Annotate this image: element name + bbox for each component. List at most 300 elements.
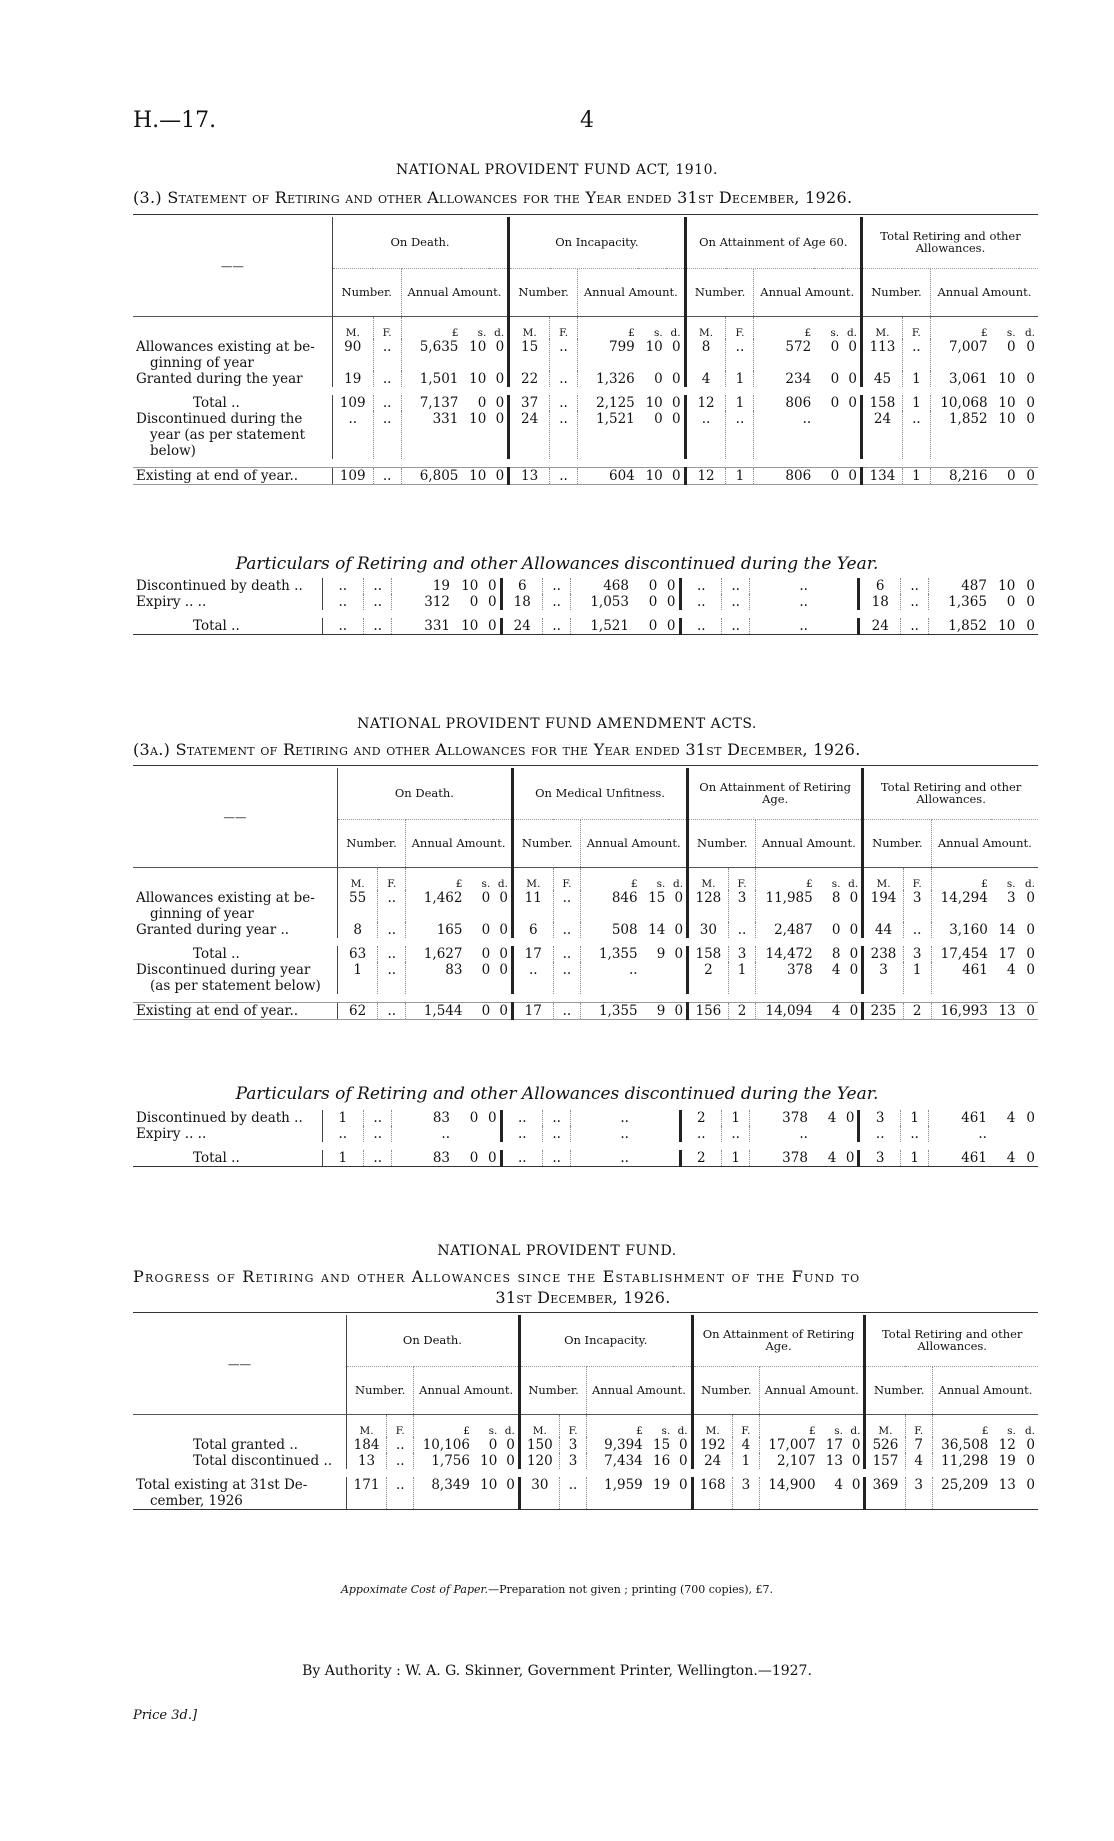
row1-f: ..	[721, 1126, 749, 1142]
row2-shillings: 10	[645, 395, 663, 411]
gap	[133, 387, 1038, 395]
row2-pence: 0	[487, 1150, 497, 1166]
row2-pounds: 806	[754, 395, 814, 411]
row0-pence: 0	[1026, 578, 1035, 594]
row2-pounds: 8,349	[414, 1477, 473, 1510]
pound-header: £	[932, 1415, 991, 1438]
row1-f: ..	[543, 1126, 571, 1142]
row0-pounds: 9,394	[587, 1437, 646, 1453]
row1-pounds: 2,107	[760, 1453, 819, 1469]
row0-m: 3	[859, 1110, 900, 1126]
row0-pence: 0	[499, 890, 508, 906]
row0-shillings: 0	[830, 339, 840, 355]
row2-pounds: 1,355	[581, 946, 641, 962]
row0-pounds: 10,106	[414, 1437, 473, 1453]
row0-f: ..	[902, 339, 930, 371]
table-row	[133, 411, 1038, 459]
row0-pounds: 487	[929, 578, 990, 594]
row0-f: ..	[378, 890, 406, 922]
group-header: Total Retiring and other Allowances.	[862, 217, 1038, 269]
row2-f: ..	[550, 395, 578, 411]
row0-pence: 0	[495, 339, 505, 355]
row4-f: ..	[373, 467, 401, 484]
row0-f: 1	[900, 1110, 928, 1126]
row1-pounds: 234	[754, 371, 814, 387]
row1-shillings: 0	[648, 594, 658, 610]
row2-pence: 0	[845, 1150, 855, 1166]
row2-f: 3	[903, 946, 931, 962]
row2-pence	[839, 618, 859, 635]
row3-shillings: 0	[481, 962, 491, 978]
row3-m: ..	[512, 962, 553, 994]
row1-pence	[1018, 1126, 1038, 1142]
row-label	[133, 1477, 347, 1510]
row0-m: 2	[680, 1110, 721, 1126]
row-label	[133, 594, 322, 610]
row-label-continuation: ginning of year	[150, 355, 254, 371]
row0-pounds: 461	[929, 1110, 990, 1126]
row2-pence: 0	[499, 946, 508, 962]
row1-m: 44	[863, 922, 904, 938]
row4-m: 62	[337, 1002, 378, 1019]
row2-f: ..	[543, 618, 571, 635]
row4-m: 134	[862, 467, 903, 484]
row1-pounds: ..	[929, 1126, 990, 1142]
dash-stub: ——	[133, 217, 332, 317]
row4-pounds: 806	[754, 467, 814, 484]
row-label-continuation: ginning of year	[150, 906, 254, 922]
row0-shillings: 12	[998, 1437, 1016, 1453]
row-label-text: Existing at end of year..	[136, 467, 299, 484]
row0-m: 150	[519, 1437, 559, 1453]
row2-pence: 0	[666, 618, 676, 634]
male-header: M.	[862, 317, 903, 340]
row-label	[133, 1002, 337, 1019]
pound-header: £	[930, 317, 990, 340]
male-header: M.	[332, 317, 373, 340]
row1-shillings: 10	[469, 371, 487, 387]
particulars-table-2	[133, 1110, 1038, 1169]
row0-pence: 0	[679, 1437, 688, 1453]
row3-pounds: 1,521	[578, 411, 638, 459]
shilling-header: s.	[481, 878, 491, 890]
statement-table-2	[133, 765, 1038, 1020]
stub	[133, 317, 332, 340]
row4-m: 235	[863, 1002, 904, 1019]
row1-pence: 0	[495, 371, 505, 387]
row2-m: 24	[501, 618, 542, 635]
row2-f: 3	[732, 1477, 759, 1510]
row4-f: 1	[902, 467, 930, 484]
row1-shillings: 0	[469, 594, 479, 610]
male-header: M.	[519, 1415, 559, 1438]
dash-stub: ——	[133, 768, 337, 868]
row2-pounds: 14,472	[756, 946, 816, 962]
row3-pounds: ..	[581, 962, 641, 994]
row1-pence: 0	[851, 1453, 861, 1469]
row2-pounds: 1,521	[571, 618, 632, 635]
row1-pounds: ..	[750, 594, 811, 610]
row2-f: ..	[559, 1477, 586, 1510]
pence-header: d.	[846, 327, 858, 339]
row4-pence: 0	[489, 467, 508, 484]
number-header: Number.	[347, 1367, 414, 1415]
annual-amount-header: Annual Amount.	[932, 1367, 1038, 1415]
row1-pounds: 508	[581, 922, 641, 938]
row0-pounds: 468	[571, 578, 632, 594]
row0-shillings: 0	[469, 1110, 479, 1126]
row-label-continuation: below)	[150, 443, 196, 459]
row4-shillings: 0	[465, 1002, 493, 1019]
pound-header: £	[931, 868, 991, 891]
pence-header: d.	[1024, 1425, 1035, 1437]
row2-pence: 0	[849, 946, 859, 962]
row1-shillings	[453, 1126, 481, 1142]
row0-pence	[660, 1110, 680, 1126]
act-title-3: NATIONAL PROVIDENT FUND.	[437, 1243, 677, 1259]
row2-pounds: 1,627	[406, 946, 466, 962]
row1-f: ..	[900, 1126, 928, 1142]
row0-pounds: ..	[750, 578, 811, 594]
row3-m: 3	[863, 962, 904, 994]
row3-pence	[842, 411, 861, 459]
statement-title-2: (3a.) Statement of Retiring and other Allowances for the Year ended 31st December, 1926.	[133, 740, 861, 759]
row0-pounds: 7,007	[930, 339, 990, 371]
row0-f: ..	[364, 1110, 392, 1126]
table-row	[133, 339, 1038, 371]
row1-shillings: 0	[830, 371, 840, 387]
row1-pence	[481, 1126, 501, 1142]
group-header: On Attainment of Age 60.	[685, 217, 861, 269]
cost-label: Appoximate Cost of Paper.	[340, 1583, 489, 1596]
row0-shillings: 10	[998, 578, 1016, 594]
row-label-text: Total existing at 31st De-	[136, 1477, 308, 1493]
female-header: F.	[553, 868, 581, 891]
row1-m: 157	[865, 1453, 905, 1469]
number-header: Number.	[862, 269, 931, 317]
male-header: M.	[685, 317, 726, 340]
row-label-text: Existing at end of year..	[136, 1002, 299, 1019]
row1-m: 19	[332, 371, 373, 387]
row1-pence: 0	[1026, 594, 1035, 610]
row2-pence	[660, 1150, 680, 1167]
group-header: On Attainment of Retiring Age.	[692, 1315, 865, 1367]
row1-shillings	[990, 1126, 1018, 1142]
row1-pounds: ..	[750, 1126, 811, 1142]
row3-f: ..	[726, 411, 754, 459]
row0-pence: 0	[1026, 1437, 1035, 1453]
row2-f: ..	[373, 395, 401, 411]
row1-pounds: 3,160	[931, 922, 991, 938]
number-header: Number.	[332, 269, 401, 317]
row3-m: ..	[332, 411, 373, 459]
stub	[133, 1415, 347, 1438]
row0-pounds: 799	[578, 339, 638, 371]
table-row	[133, 371, 1038, 387]
row1-shillings: 19	[998, 1453, 1016, 1469]
row2-m: 24	[859, 618, 900, 635]
row0-shillings: 15	[652, 1437, 671, 1453]
shilling-header: s.	[1006, 327, 1016, 339]
authority-line: By Authority : W. A. G. Skinner, Government Printer, Wellington.—1927.	[302, 1663, 812, 1679]
row0-shillings	[632, 1110, 660, 1126]
row1-m: 22	[509, 371, 550, 387]
row1-shillings	[811, 594, 839, 610]
row3-pounds: 83	[406, 962, 466, 994]
row0-pounds: 846	[581, 890, 641, 922]
row-label-text: Total ..	[193, 1150, 240, 1166]
male-header: M.	[512, 868, 553, 891]
shilling-header: s.	[477, 327, 487, 339]
row3-m: 24	[509, 411, 550, 459]
group-header: On Incapacity.	[519, 1315, 692, 1367]
row0-m: 128	[688, 890, 729, 922]
progress-title-line1: Progress of Retiring and other Allowances since the Establishment of the Fund to	[133, 1267, 861, 1286]
statement-table-1	[133, 214, 1038, 485]
row2-m: ..	[322, 618, 363, 635]
row2-pence: 0	[679, 1477, 688, 1493]
row-label-continuation: (as per statement below)	[150, 978, 321, 994]
row2-m: 158	[862, 395, 903, 411]
row1-f: ..	[364, 1126, 392, 1142]
row1-m: ..	[501, 1126, 542, 1142]
row2-pence: 0	[495, 395, 505, 411]
table-row	[133, 467, 1038, 484]
row-label	[133, 1453, 347, 1469]
row1-pence	[660, 1126, 680, 1142]
cost-note	[0, 1583, 1114, 1596]
particulars-heading-2: Particulars of Retiring and other Allowances discontinued during the Year.	[235, 1084, 879, 1104]
row0-f: ..	[543, 578, 571, 594]
row0-pounds: 36,508	[932, 1437, 991, 1453]
row1-pence: 0	[849, 922, 859, 938]
gap	[133, 994, 1038, 1002]
row3-f: ..	[902, 411, 930, 459]
row0-pence: 0	[487, 1110, 497, 1126]
row4-m: 17	[512, 1002, 553, 1019]
row1-shillings: 13	[825, 1453, 843, 1469]
row2-shillings: 0	[830, 395, 840, 411]
row1-shillings: 0	[1006, 594, 1016, 610]
row2-m: 369	[865, 1477, 905, 1510]
gap	[133, 938, 1038, 946]
row0-m: 11	[512, 890, 553, 922]
row2-m: 168	[692, 1477, 732, 1510]
row2-m: 37	[509, 395, 550, 411]
shilling-header: s.	[1007, 1425, 1016, 1437]
row0-f: 7	[905, 1437, 932, 1453]
row1-m: 8	[337, 922, 378, 938]
row2-f: ..	[721, 618, 749, 635]
row2-shillings: 4	[827, 1150, 837, 1166]
row3-shillings: 4	[831, 962, 841, 978]
group-header: Total Retiring and other Allowances.	[863, 768, 1038, 820]
annual-amount-header: Annual Amount.	[760, 1367, 865, 1415]
female-header: F.	[905, 1415, 932, 1438]
row0-pence: 0	[1026, 890, 1035, 906]
row3-shillings: 10	[469, 411, 487, 427]
table-row	[133, 578, 1038, 594]
row4-f: 2	[903, 1002, 931, 1019]
pence-header: d.	[504, 1425, 515, 1437]
row1-f: ..	[373, 371, 401, 387]
row3-pence: 0	[495, 411, 505, 427]
row2-pounds: 17,454	[931, 946, 991, 962]
gap	[133, 610, 1038, 618]
female-header: F.	[726, 317, 754, 340]
row0-shillings: 8	[831, 890, 841, 906]
row2-f: 1	[902, 395, 930, 411]
row1-shillings	[632, 1126, 660, 1142]
row2-pounds: 461	[929, 1150, 990, 1167]
row0-pounds: 378	[750, 1110, 811, 1126]
row2-shillings: 13	[998, 1477, 1016, 1493]
row1-pounds: 1,053	[571, 594, 632, 610]
group-header: On Medical Unfitness.	[512, 768, 687, 820]
row0-m: 90	[332, 339, 373, 371]
group-header: On Death.	[347, 1315, 520, 1367]
row0-pence	[839, 578, 859, 594]
row0-f: ..	[387, 1437, 414, 1453]
pound-header: £	[581, 868, 641, 891]
pound-header: £	[414, 1415, 473, 1438]
row1-m: 45	[862, 371, 903, 387]
shilling-header: s.	[656, 878, 666, 890]
row1-f: 3	[559, 1453, 586, 1469]
row1-pence: 0	[1026, 1453, 1035, 1469]
row2-pence: 0	[851, 1477, 861, 1493]
row-label	[133, 1437, 347, 1453]
pound-header: £	[760, 1415, 819, 1438]
row2-shillings: 17	[998, 946, 1016, 962]
row-label	[133, 1126, 322, 1142]
gap	[133, 459, 1038, 467]
row1-pence	[839, 1126, 859, 1142]
row1-f: ..	[364, 594, 392, 610]
row1-f: 1	[902, 371, 930, 387]
row-label	[133, 962, 337, 994]
row3-f: ..	[373, 411, 401, 459]
row0-shillings: 4	[827, 1110, 837, 1126]
row3-pounds: 331	[401, 411, 461, 459]
row1-f: ..	[721, 594, 749, 610]
row-label-text: Discontinued by death ..	[136, 1110, 303, 1126]
row1-m: ..	[322, 594, 363, 610]
pence-header: d.	[1024, 327, 1035, 339]
row1-pence	[839, 594, 859, 610]
row2-pence: 0	[674, 946, 684, 962]
row-label-text: Discontinued by death ..	[136, 578, 303, 594]
annual-amount-header: Annual Amount.	[930, 269, 1038, 317]
row2-f: 3	[905, 1477, 932, 1510]
annual-amount-header: Annual Amount.	[578, 269, 686, 317]
row4-shillings: 10	[461, 467, 489, 484]
pound-header: £	[406, 868, 466, 891]
row4-pounds: 8,216	[930, 467, 990, 484]
table-row	[133, 922, 1038, 938]
row3-f: ..	[550, 411, 578, 459]
row2-shillings: 10	[480, 1477, 498, 1493]
row0-pence: 0	[845, 1110, 855, 1126]
number-header: Number.	[509, 269, 578, 317]
row1-pounds: 1,365	[929, 594, 990, 610]
page-number: 4	[580, 108, 594, 133]
female-header: F.	[373, 317, 401, 340]
row-label	[133, 339, 332, 371]
row2-pounds: ..	[750, 618, 811, 635]
row2-pounds: ..	[571, 1150, 632, 1167]
row1-m: ..	[680, 594, 721, 610]
row-label-text: Discontinued during the	[136, 411, 303, 427]
table-row	[133, 1126, 1038, 1142]
row3-pounds: 461	[931, 962, 991, 994]
row-label-text: Total granted ..	[193, 1437, 298, 1453]
row-label-text: Total discontinued ..	[193, 1453, 333, 1469]
row2-m: 12	[685, 395, 726, 411]
row2-shillings: 4	[834, 1477, 843, 1493]
row4-pounds: 1,544	[406, 1002, 466, 1019]
number-header: Number.	[685, 269, 754, 317]
row1-shillings: 14	[998, 922, 1016, 938]
row0-f: 3	[559, 1437, 586, 1453]
row0-f: ..	[900, 578, 928, 594]
row1-pounds: 3,061	[930, 371, 990, 387]
row0-m: 6	[859, 578, 900, 594]
row1-shillings: 10	[480, 1453, 498, 1469]
row2-shillings	[632, 1150, 660, 1167]
row2-pence: 0	[1026, 618, 1035, 634]
row4-pounds: 6,805	[401, 467, 461, 484]
row1-pounds: 1,756	[414, 1453, 473, 1469]
row2-f: 1	[726, 395, 754, 411]
row4-shillings: 4	[816, 1002, 844, 1019]
row2-m: 17	[512, 946, 553, 962]
row0-m: 55	[337, 890, 378, 922]
number-header: Number.	[688, 820, 756, 868]
male-header: M.	[509, 317, 550, 340]
row1-m: 6	[512, 922, 553, 938]
row3-shillings	[641, 962, 669, 994]
row3-m: 2	[688, 962, 729, 994]
group-header: On Death.	[332, 217, 508, 269]
row4-f: 2	[728, 1002, 756, 1019]
row0-pounds: 11,985	[756, 890, 816, 922]
row0-shillings: 10	[469, 339, 487, 355]
row2-shillings: 19	[652, 1477, 671, 1493]
row3-pounds: ..	[754, 411, 814, 459]
row2-m: 158	[688, 946, 729, 962]
table-row	[133, 890, 1038, 922]
row2-pounds: 378	[750, 1150, 811, 1167]
female-header: F.	[550, 317, 578, 340]
group-header: On Incapacity.	[509, 217, 685, 269]
row1-pence: 0	[487, 594, 497, 610]
row0-m: 6	[501, 578, 542, 594]
price: Price 3d.]	[133, 1708, 198, 1723]
pence-header: d.	[670, 327, 681, 339]
row3-f: 1	[903, 962, 931, 994]
row3-f: 1	[728, 962, 756, 994]
row1-pence: 0	[1026, 371, 1035, 387]
row-label	[133, 467, 332, 484]
row-label	[133, 890, 337, 922]
row4-pence: 0	[842, 467, 861, 484]
row0-shillings: 10	[645, 339, 663, 355]
row1-m: 30	[688, 922, 729, 938]
row4-shillings: 13	[991, 1002, 1019, 1019]
pence-header: d.	[497, 878, 508, 890]
row2-pounds: 331	[392, 618, 453, 635]
